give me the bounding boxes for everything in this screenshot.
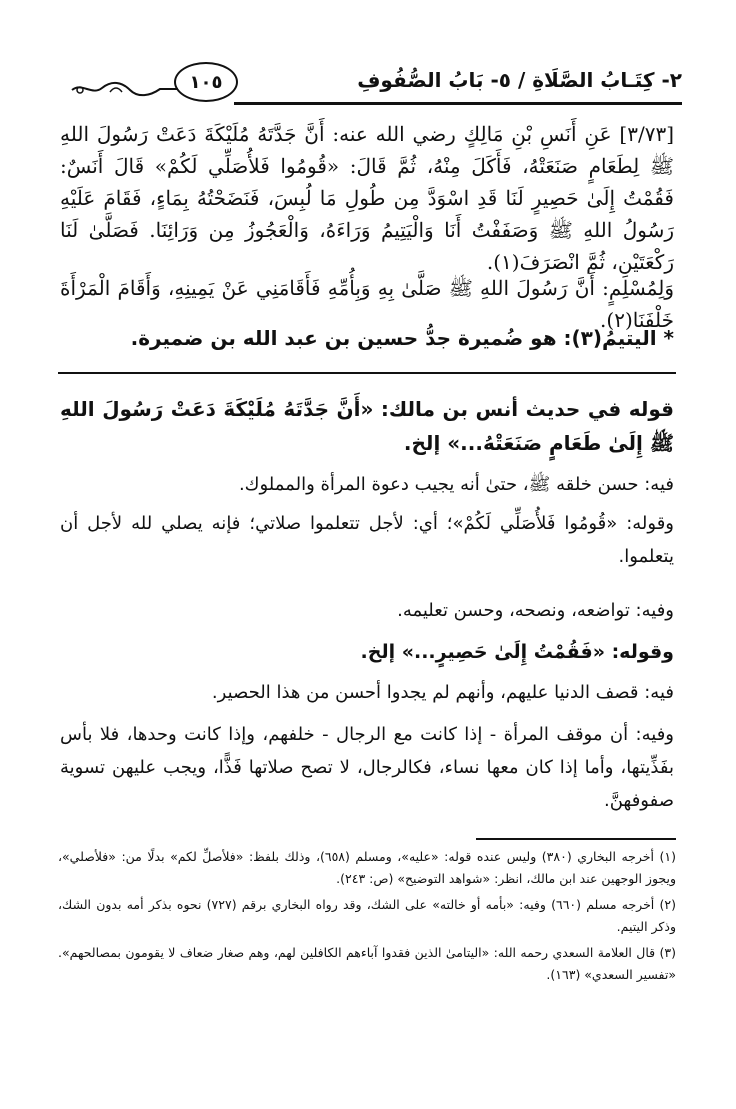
commentary-heading: قوله في حديث أنس بن مالك: «أَنَّ جَدَّتَهُ مُلَيْكَةَ دَعَتْ رَسُولَ اللهِ ﷺ إِلَىٰ طَعَامٍ صَنَعَتْهُ...» إلخ. bbox=[60, 397, 674, 455]
page-number: ١٠٥ bbox=[174, 62, 238, 102]
header-rule bbox=[234, 102, 682, 105]
commentary-paragraph: وقوله: «فَقُمْتُ إِلَىٰ حَصِيرٍ...» إلخ. bbox=[360, 641, 674, 663]
yateem-note: * اليتيمُ(٣): هو ضُميرة جدُّ حسين بن عبد الله بن ضميرة. bbox=[130, 326, 674, 350]
ornament-flourish-icon bbox=[70, 80, 180, 98]
commentary-paragraph: وفيه: تواضعه، ونصحه، وحسن تعليمه. bbox=[397, 600, 674, 621]
footnote-item: (٣) قال العلامة السعدي رحمه الله: «اليتامىٰ الذين فقدوا آباءهم الكافلين لهم، وهم صغار ضعاف لا يقومون بمصالحهم». «تفسير السعدي» (١٦٣). bbox=[58, 945, 676, 982]
commentary-paragraph: وقوله: «قُومُوا فَلأُصَلِّي لَكُمْ»؛ أي: لأجل تتعلموا صلاتي؛ فإنه يصلي لله لأجل أن يتعلموا. bbox=[60, 513, 674, 567]
commentary-paragraph: وفيه: أن موقف المرأة - إذا كانت مع الرجال - خلفهم، وإذا كانت وحدها، فلا بأس بفَذِّيتها، وأما إذا كان معها نساء، فكالرجال، لا تصح صلاتها فَذًّا، ويجب عليهن تسوية صفوفهنَّ. bbox=[60, 724, 674, 811]
muslim-narration: وَلِمُسْلِمٍ: أَنَّ رَسُولَ اللهِ ﷺ صَلَّىٰ بِهِ وَبِأُمِّهِ فَأَقَامَنِي عَنْ يَمِينِهِ، وَأَقَامَ الْمَرْأَةَ خَلْفَنَا(٢). bbox=[60, 276, 674, 332]
hadith-text: [٣/٧٣] عَنِ أَنَسِ بْنِ مَالِكٍ رضي الله عنه: أَنَّ جَدَّتَهُ مُلَيْكَةَ دَعَتْ رَسُولَ اللهِ ﷺ لِطَعَامٍ صَنَعَتْهُ، فَأَكَلَ مِنْهُ، ثُمَّ قَالَ: «قُومُوا فَلأُصَلِّي لَكُمْ» قَالَ أَنَسٌ: فَقُمْتُ إِلَىٰ حَصِيرٍ لَنَا قَدِ اسْوَدَّ مِن طُولِ مَا لُبِسَ، فَنَضَحْتُهُ بِمَاءٍ، فَقَامَ عَلَيْهِ رَسُولُ اللهِ ﷺ وَصَفَفْتُ أَنَا وَالْيَتِيمُ وَرَاءَهُ، وَالْعَجُوزُ مِن وَرَائِنَا. فَصَلَّىٰ لَنَا رَكْعَتَيْنِ، ثُمَّ انْصَرَفَ(١). bbox=[60, 122, 674, 274]
footnote-divider bbox=[476, 838, 676, 840]
footnotes bbox=[58, 846, 676, 990]
commentary-paragraph: فيه: قصف الدنيا عليهم، وأنهم لم يجدوا أحسن من هذا الحصير. bbox=[211, 682, 674, 703]
footnote-item: (١) أخرجه البخاري (٣٨٠) وليس عنده قوله: «عليه»، ومسلم (٦٥٨)، وذلك بلفظ: «فلأصلِّ لكم» بدلًا من: «فلأصلي»، ويجوز الوجهين عند ابن مالك، انظر: «شواهد التوضيح» (ص: ٢٤٣). bbox=[58, 849, 676, 886]
page-header bbox=[70, 58, 682, 106]
commentary-paragraph: فيه: حسن خلقه ﷺ، حتىٰ أنه يجيب دعوة المرأة والمملوك. bbox=[238, 474, 674, 495]
running-title: ٢- كِتَـابُ الصَّلَاةِ / ٥- بَابُ الصُّفُوفِ bbox=[357, 68, 682, 92]
section-divider bbox=[58, 372, 676, 374]
footnote-item: (٢) أخرجه مسلم (٦٦٠) وفيه: «بأمه أو خالته» على الشك، وقد رواه البخاري برقم (٧٢٧) نحوه بذكر أمه بدون الشك، وذكر اليتيم. bbox=[58, 897, 676, 934]
